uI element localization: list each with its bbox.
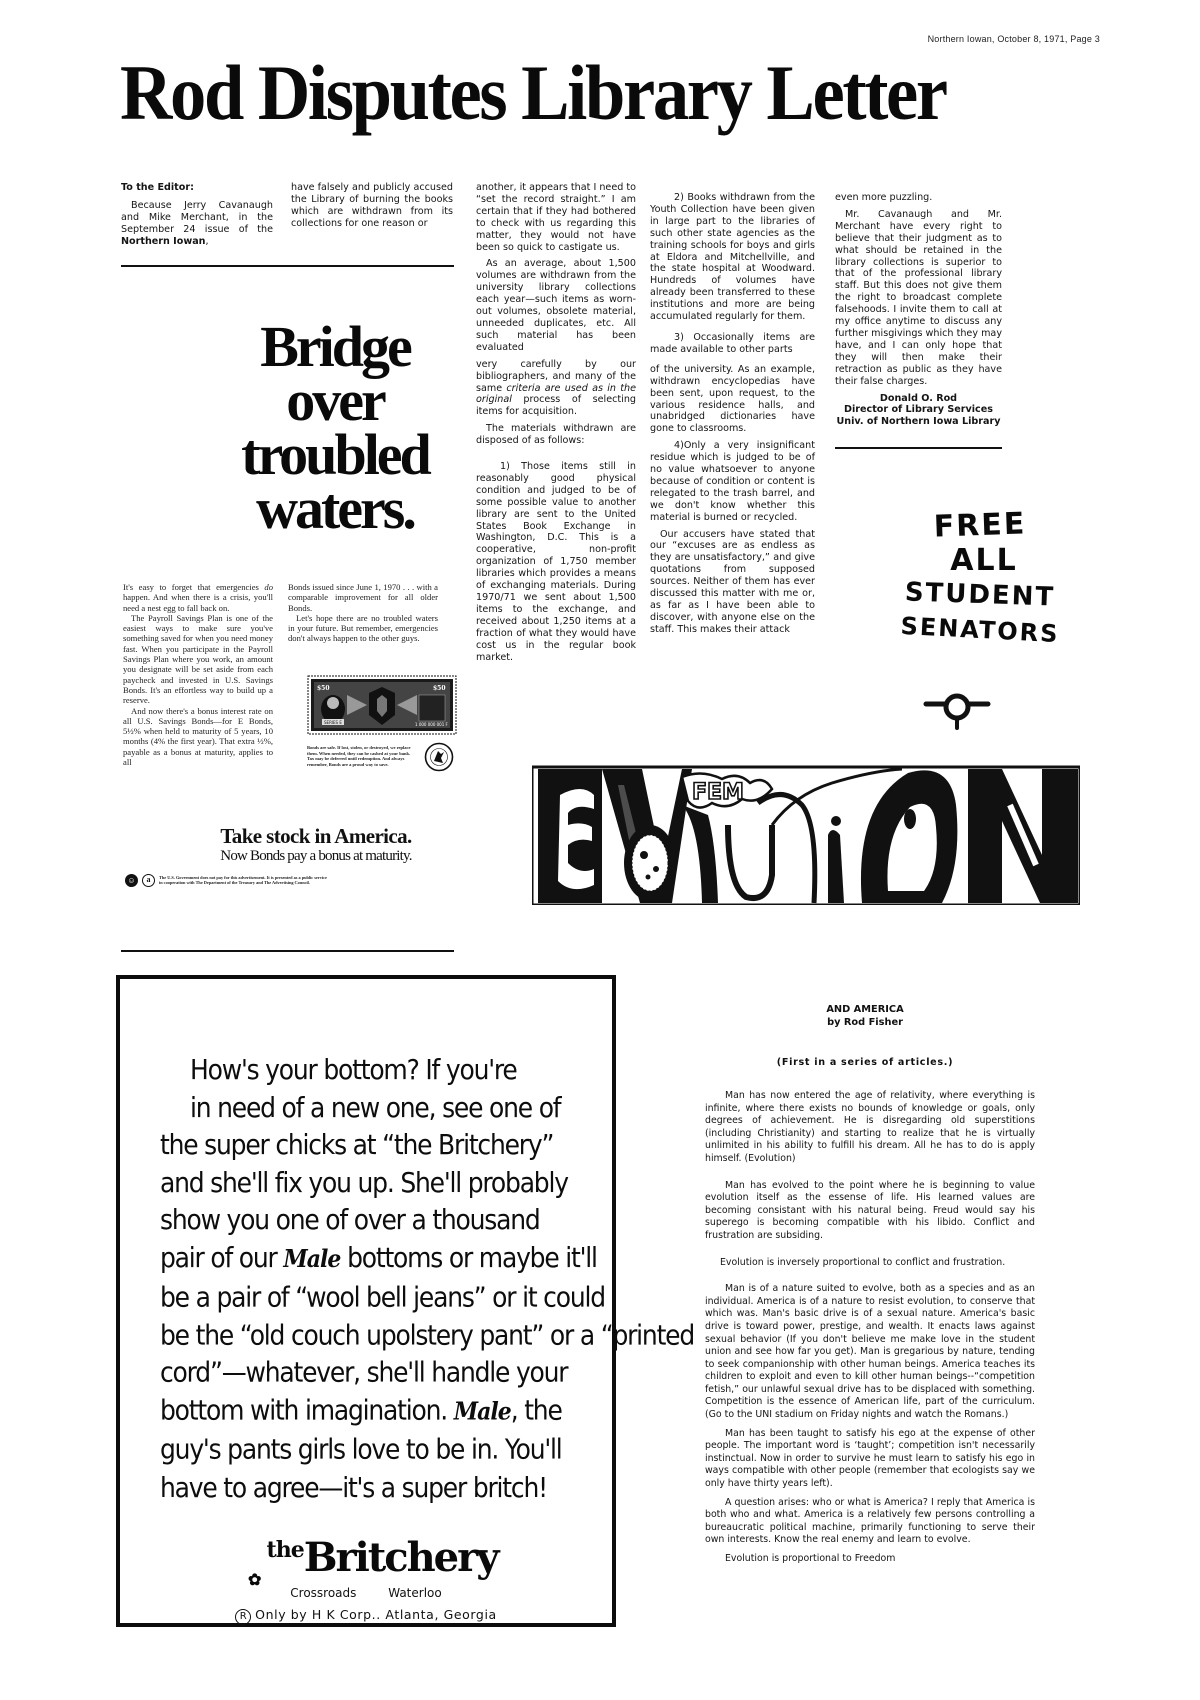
slogan-line: FREE: [933, 506, 1027, 545]
ad-paragraph: Bonds issued since June 1, 1970 . . . with a comparable improvement for all older Bonds.: [288, 582, 438, 613]
bonds-ad-headline: [205, 314, 465, 541]
signature-org: Univ. of Northern Iowa Library: [836, 416, 1001, 428]
brand-prefix: the: [266, 1537, 304, 1563]
letter-column-1: [121, 182, 273, 253]
svg-text:SERIES E: SERIES E: [324, 720, 342, 725]
bonds-safety-note: Bonds are safe. If lost, stolen, or destroyed, we replace them. When needed, they can be cashed at your bank. Tax may be deferred until redemption. And always remember, Bonds are a proud way to save.: [307, 745, 411, 767]
ad-copy-line: [160, 1239, 620, 1279]
article-paragraph: Man has been taught to satisfy his ego at the expense of other people. The important word is ‘taught’; competition isn't necessarily instinctual. Now in order to survive he must learn to satisfy his ego in ways compatible with other people (remember that ecologists say we only have thirty years left).: [705, 1427, 1035, 1490]
svg-text:$50: $50: [433, 685, 446, 692]
svg-text:1 000 000 001 F: 1 000 000 001 F: [415, 722, 448, 727]
bonds-ad-column-2: [288, 582, 438, 644]
article-body: [705, 1090, 1035, 1572]
signature-title: Director of Library Services: [844, 404, 993, 416]
letter-paragraph: have falsely and publicly accused the Library of burning the books which are withdrawn from its collections for one reason or: [291, 182, 453, 229]
ad-council-credit: [125, 872, 355, 888]
letter-text: ,: [205, 235, 209, 247]
section-divider: [121, 265, 454, 267]
letter-paragraph: [121, 200, 273, 248]
ad-copy-text: bottoms or maybe it'll: [340, 1240, 597, 1274]
location: Crossroads: [290, 1586, 357, 1600]
article-series-note: (First in a series of articles.): [776, 1057, 954, 1068]
article-title: AND AMERICA: [826, 1004, 904, 1015]
peace-symbol-icon: [922, 690, 992, 730]
letter-paragraph: another, it appears that I need to “set the record straight.” I am certain that if they had bothered to check with us regarding this matter, they would not have been so quick to castigate us.: [476, 182, 636, 253]
article-paragraph: Evolution is proportional to Freedom: [725, 1553, 896, 1564]
letter-paragraph: Mr. Cavanaugh and Mr. Merchant have every right to believe that their judgment as to what should be retained in the library collections is superior to that of the professional library staff. But this does not give them the right to broadcast complete falsehoods. I invite them to call at my office anytime to discuss any further misgivings which they may have, and I can only hope that they will then make their retraction as public as they have their false charges.: [835, 208, 1002, 387]
article-paragraph: Man has now entered the age of relativity, where everything is infinite, where there exists no bounds of knowledge or goals, only degrees of achievement. He is disregarding old superstitions (including Christianity) and starting to realize that he is virtually unlimited in his ability to fulfill his dream. All he has to do is apply himself. (Evolution): [705, 1090, 1035, 1164]
headline-line: over troubled: [241, 368, 429, 487]
headline-line: Bridge: [260, 314, 410, 379]
ad-text: It's easy to forget that emergencies: [123, 582, 265, 592]
corp-credit: [120, 1607, 612, 1625]
letter-salutation: To the Editor:: [121, 182, 194, 193]
letter-column-5: [835, 192, 1002, 428]
newspaper-name: Northern Iowan: [121, 235, 206, 247]
slogan-line: SENATORS: [899, 611, 1061, 649]
ad-copy-line: in need of a new one, see one of: [190, 1090, 561, 1124]
registered-mark-icon: R: [235, 1609, 251, 1625]
bonds-tagline: Take stock in America.: [220, 824, 412, 848]
ad-text: happen. And when there is a crisis, you'll need a nest egg to fall back on.: [123, 592, 273, 613]
ad-copy-line: show you one of over a thousand: [160, 1203, 540, 1236]
letter-text: very carefully by our bibliographers, and many of the same: [476, 358, 636, 394]
letter-paragraph: 3) Occasionally items are made available to other parts: [650, 331, 815, 355]
ad-copy-line: guy's pants girls love to be in. You'll: [160, 1432, 562, 1466]
svg-text:FEM: FEM: [692, 780, 744, 805]
letter-text: process of selecting items for acquisition.: [476, 394, 636, 418]
bonds-subtagline: Now Bonds pay a bonus at maturity.: [220, 848, 412, 864]
letter-paragraph: of the university. As an example, withdrawn encyclopedias have been sent, upon request, to the various residence halls, and unabridged dictionaries have gone to classrooms.: [650, 363, 815, 435]
ad-disclaimer: The U.S. Government does not pay for this advertisement. It is presented as a public service in cooperation with The Department of the Treasury and The Advertising Council.: [159, 875, 327, 885]
corp-text: Only by H K Corp.. Atlanta, Georgia: [255, 1607, 497, 1622]
ad-copy-text: bottom with imagination.: [160, 1393, 454, 1426]
letter-paragraph: Our accusers have stated that our “excuses are as endless as they are unsatisfactory,” and give quotations from supposed sources. Neither of them has ever discussed this matter with me or, as far as I have been able to discover, with anyone else on the staff. This makes their attack: [650, 528, 815, 635]
ad-copy-line: the super chicks at “the Britchery”: [160, 1128, 554, 1161]
svg-text:$50: $50: [317, 685, 330, 692]
letter-paragraph: [476, 359, 636, 419]
britchery-ad-copy: [160, 1051, 695, 1506]
ad-paragraph: The Payroll Savings Plan is one of the easiest ways to make sure you've something saved for when you need money fast. When you participate in the Payroll Savings Plan where you work, an amount you designate will be set aside from each paycheck and invested in U.S. Savings Bonds. It's an effortless way to build up a reserve.: [123, 612, 273, 706]
ad-paragraph: And now there's a bonus interest rate on all U.S. Savings Bonds—for E Bonds, 5½% when held to maturity of 5 years, 10 months (4% the first year). That extra ½%, payable as a bonus at maturity, applies to all: [123, 705, 273, 768]
ad-council-logo-icon: a: [142, 874, 155, 887]
letter-paragraph: 4)Only a very insignificant residue which is judged to be of no value whatsoever to anyone because of condition or content is relegated to the trash barrel, and we don't know whether this material is burned or recycled.: [650, 440, 815, 523]
letter-paragraph: 2) Books withdrawn from the Youth Collection have been given in large part to the libraries of such other state agencies as the training schools for boys and girls at Eldora and Mitchellville, and the state hospital at Woodward. Hundreds of volumes have already been transferred to these institutions and more are being accumulated regularly for them.: [650, 192, 815, 323]
britchery-ad: [116, 975, 695, 1627]
section-divider: [121, 950, 454, 952]
male-brand-wordmark: Male: [453, 1396, 511, 1426]
letter-column-3: [476, 182, 636, 668]
ad-paragraph: Let's hope there are no troubled waters in your future. But remember, emergencies don't always happen to the other guys.: [288, 612, 438, 644]
ad-copy-line: [160, 1391, 620, 1431]
bonds-ad-column-1: [123, 582, 273, 767]
ad-copy-line: cord”—whatever, she'll handle your: [160, 1355, 568, 1389]
location: Waterloo: [388, 1586, 442, 1600]
ad-copy-text: pair of our: [160, 1240, 284, 1274]
minuteman-seal-icon: [424, 742, 454, 772]
article-paragraph: Man is of a nature suited to evolve, both as a species and as an individual. America is of a nature to resist evolution, to conserve that which was. Man's basic drive is of a sexual nature. America's basic drive is toward power, prestige, and wealth. It enacts laws against sexual behavior (If you don't believe me make love in the student union and see how far you get). Man is gregarious by nature, tending to seek companionship with other human beings. America teaches its children to exploit and even to kill other human beings--“competition fetish,” our unlawful sexual drive has to be displaced with something. Competition is the essence of American life, part of the curriculum. (Go to the UNI stadium on Friday nights and watch the Romans.): [705, 1283, 1035, 1421]
ad-copy-line: How's your bottom? If you're: [190, 1053, 517, 1086]
ad-text-italic: do: [264, 582, 273, 592]
page-folio: Northern Iowan, October 8, 1971, Page 3: [927, 34, 1100, 44]
flower-icon: ✿: [248, 1570, 260, 1589]
page-headline: Rod Disputes Library Letter: [120, 49, 946, 136]
letter-column-4: [650, 192, 815, 641]
store-locations: [120, 1586, 612, 1600]
section-divider: [835, 447, 1002, 449]
article-byline: by Rod Fisher: [827, 1017, 903, 1028]
signature-name: Donald O. Rod: [879, 392, 958, 404]
ad-copy-text: , the: [510, 1393, 562, 1426]
savings-bond-illustration: [307, 675, 457, 735]
article-paragraph: Evolution is inversely proportional to conflict and frustration.: [720, 1256, 1006, 1268]
ad-copy-line: and she'll fix you up. She'll probably: [160, 1165, 568, 1199]
ad-paragraph: [123, 582, 273, 613]
treasury-logo-icon: ☺: [125, 874, 138, 887]
letter-paragraph: As an average, about 1,500 volumes are withdrawn from the university library collections each year—such items as worn-out volumes, obsolete material, unneeded duplicates, etc. All such material has been evaluated: [476, 258, 636, 353]
protest-slogan: [880, 508, 1080, 648]
letter-text: Because Jerry Cavanaugh and Mike Merchant, in the September 24 issue of the: [121, 199, 273, 235]
letter-paragraph: even more puzzling.: [835, 192, 933, 203]
ad-copy-line: have to agree—it's a super britch!: [160, 1470, 547, 1503]
article-paragraph: Man has evolved to the point where he is beginning to value evolution itself as the essense of life. His learned values are becoming consistant with his natural being. Freud would say his superego is becoming compatible with his libido. Conflict and frustration are subsiding.: [705, 1179, 1035, 1241]
brand-name: Britchery: [303, 1534, 498, 1581]
ad-copy-line: be a pair of “wool bell jeans” or it could: [160, 1280, 605, 1314]
ad-copy-line: be the “old couch upolstery pant” or a “printed: [160, 1318, 695, 1351]
letter-paragraph: 1) Those items still in reasonably good physical condition and judged to be of some possible value to another library are sent to the United States Book Exchange in Washington, D.C. This is a cooperative, non-profit organization of 1,750 member libraries which provides a means of exchanging materials. During 1970/71 we sent about 1,500 items to the exchange, and received about 1,250 items at a fraction of what they would have cost us in the regular book market.: [476, 461, 636, 663]
male-brand-wordmark: Male: [283, 1244, 341, 1274]
headline-line: waters.: [256, 476, 414, 541]
britchery-logo: [222, 1534, 542, 1589]
letter-column-2: [291, 182, 453, 235]
letter-paragraph: The materials withdrawn are disposed of as follows:: [476, 423, 636, 447]
slogan-line: ALL: [950, 543, 1018, 578]
slogan-line: STUDENT: [904, 577, 1056, 613]
article-header: [700, 1003, 1030, 1029]
evolution-artwork: [532, 765, 1080, 905]
article-paragraph: A question arises: who or what is America? I reply that America is both who and what. America is a relatively few persons controlling a bureaucratic political machine, primarily functioning to serve their own interests. Know the real enemy and learn to evolve.: [705, 1496, 1035, 1546]
letter-text-italic: criteria are used as in the original: [476, 382, 636, 406]
